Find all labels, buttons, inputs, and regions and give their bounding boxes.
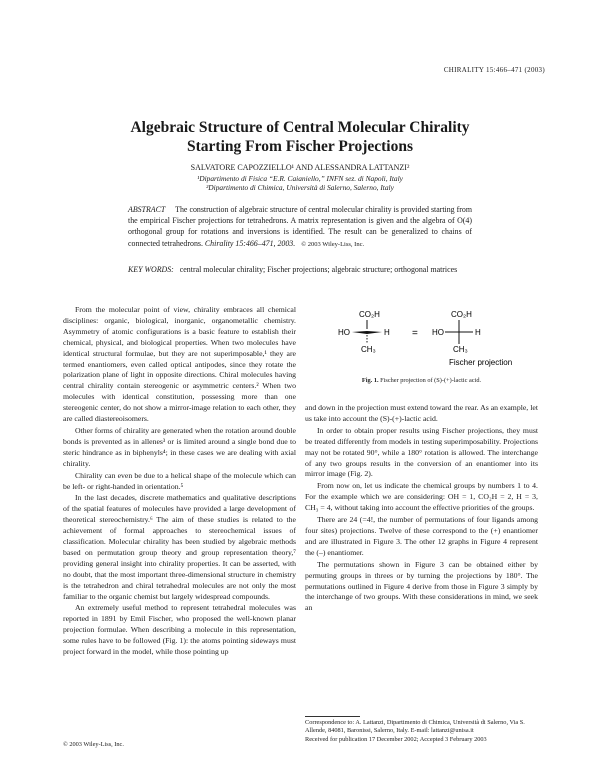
wedge-bond-right: [367, 331, 382, 334]
left-bottom-group: CH₃: [361, 345, 376, 354]
keywords: [128, 264, 472, 275]
received-note: Received for publication 17 December 2002; Accepted 3 February 2003: [305, 735, 487, 743]
footnote: [305, 719, 538, 744]
abstract-text: The construction of algebraic structure of central molecular chirality is provided starting from the empirical Fischer projections for tetrahedrons. A matrix representation is given and the algebra of O(4) orthogonal group for rotations and inversions is identified. The result can be generalized to chains of connected tetrahedrons.: [128, 205, 472, 248]
paragraph: From the molecular point of view, chirality embraces all chemical disciplines: organic, biological, inorganic, organometallic chemistry. Asymmetry of atomic configurations is a basic feature to establish their chemical, physical, and biological properties. When two molecules have identical structural formulae, but they are not superimposable,¹ they are termed enantiomers, even called optical antipodes, since they rotate the polarization plane of light in opposite directions. Chiral molecules having central chirality contain stereogenic or asymmetric centers.² When two molecules with identical constitution, possessing more than one stereogenic center, do not show a mirror-image relation to each other, they are called diastereoisomers.: [63, 305, 296, 424]
paragraph: and down in the projection must extend toward the rear. As an example, let us take into account the (S)-(+)-lactic acid.: [305, 403, 538, 423]
wedge-structure: [338, 310, 390, 354]
left-left-group: HO: [338, 328, 350, 337]
paragraph: In the last decades, discrete mathematics and qualitative descriptions of the spatial features of molecules have provided a large development of theoretical stereochemistry.⁶ The aim of these studies is related to the achievement of formal approaches to stereochemical issues of classification. Molecular chirality has been studied by algebraic methods based on permutation group theory and group representation theory,⁷ providing general insight into chirality properties. It can be asserted, with no doubt, that the most important three-dimensional structure in chemistry is the tetrahedron and chiral tetrahedral molecules are not only the most familiar to the organic chemist but largely widespread compounds.: [63, 493, 296, 601]
figure-1: [305, 305, 538, 385]
paragraph: In order to obtain proper results using Fischer projections, they must be treated differently from models in testing superimposability. Projections may not be rotated 90°, while a 180° rotation is allowed. The interchange of any two groups results in the conversion of an enantiomer into its mirror image (Fig. 2).: [305, 425, 538, 479]
abstract: [128, 204, 472, 250]
figure-1-caption: [305, 377, 538, 384]
affiliation-2: ²Dipartimento di Chimica, Università di Salerno, Salerno, Italy: [206, 183, 394, 192]
left-top-group: CO₂H: [359, 310, 380, 319]
caption-label: Fig. 1.: [361, 377, 379, 384]
correspondence-note: Correspondence to: A. Lattanzi, Dipartimento di Chimica, Università di Salerno, Via S. Allende, 84081, Baronissi, Salerno, Italy. E-mail: lattanzi@unisa.it: [305, 719, 525, 735]
right-top-group: CO₂H: [451, 310, 472, 319]
equals-sign: =: [412, 328, 418, 339]
article-title: [0, 118, 600, 156]
right-column: [305, 403, 538, 614]
left-column: [63, 305, 296, 658]
fischer-projection-label: Fischer projection: [449, 358, 513, 367]
keywords-label: KEY WORDS:: [128, 265, 174, 274]
page-copyright: © 2003 Wiley-Liss, Inc.: [63, 741, 124, 748]
abstract-citation: Chirality 15:466–471, 2003.: [204, 238, 296, 248]
paragraph: Chirality can even be due to a helical shape of the molecule which can be left- or right-handed in orientation.⁵: [63, 470, 296, 491]
right-left-group: HO: [432, 328, 444, 337]
right-right-group: H: [475, 328, 481, 337]
paragraph: The permutations shown in Figure 3 can be obtained either by permuting groups in threes or by turning the projections by 180°. The permutations outlined in Figure 4 derive from those in Figure 3 simply by the interchange of two groups. With these considerations in mind, we seek an: [305, 559, 538, 613]
right-bottom-group: CH₃: [453, 345, 468, 354]
author-list: SALVATORE CAPOZZIELLO¹ AND ALESSANDRA LATTANZI²: [190, 163, 410, 172]
footnote-divider: [305, 716, 360, 717]
title-line-1: Algebraic Structure of Central Molecular Chirality: [130, 119, 470, 136]
left-right-group: H: [384, 328, 390, 337]
paragraph: There are 24 (=4!, the number of permutations of four ligands among four sites) projections. Twelve of these correspond to the (+) enantiomer and are illustrated in Figure 3. The other 12 graphs in Figure 4 represent the (–) enantiomer.: [305, 515, 538, 557]
fischer-projection-diagram: [305, 305, 538, 375]
abstract-copyright: © 2003 Wiley-Liss, Inc.: [301, 240, 365, 248]
journal-reference: CHIRALITY 15:466–471 (2003): [443, 66, 545, 74]
title-line-2: Starting From Fischer Projections: [187, 138, 413, 155]
affiliation-1: ¹Dipartimento di Fisica “E.R. Caianiello,” INFN sez. di Napoli, Italy: [197, 174, 403, 183]
wedge-bond-left: [352, 331, 367, 334]
fischer-structure: [432, 310, 481, 354]
paragraph: Other forms of chirality are generated when the rotation around double bonds is prevented as in allenes³ or is limited around a single bond due to steric hindrance as in biphenyls⁴; in these cases we are dealing with axial chirality.: [63, 425, 296, 468]
keywords-text: central molecular chirality; Fischer projections; algebraic structure; orthogonal matrices: [179, 265, 458, 274]
paragraph: An extremely useful method to represent tetrahedral molecules was reported in 1891 by Emil Fischer, who proposed the well-known planar projection formulae. When describing a molecule in this representation, some rules have to be followed (Fig. 1): the atoms pointing sideways must project forward in the model, while those pointing up: [63, 603, 296, 657]
paragraph: From now on, let us indicate the chemical groups by numbers 1 to 4. For the example which we are considering: OH = 1, CO₂H = 2, H = 3, CH₃ = 4, without taking into account the effective priorities of the groups.: [305, 481, 538, 513]
abstract-label: ABSTRACT: [128, 205, 166, 214]
caption-text: Fischer projection of (S)-(+)-lactic acid.: [380, 377, 482, 384]
